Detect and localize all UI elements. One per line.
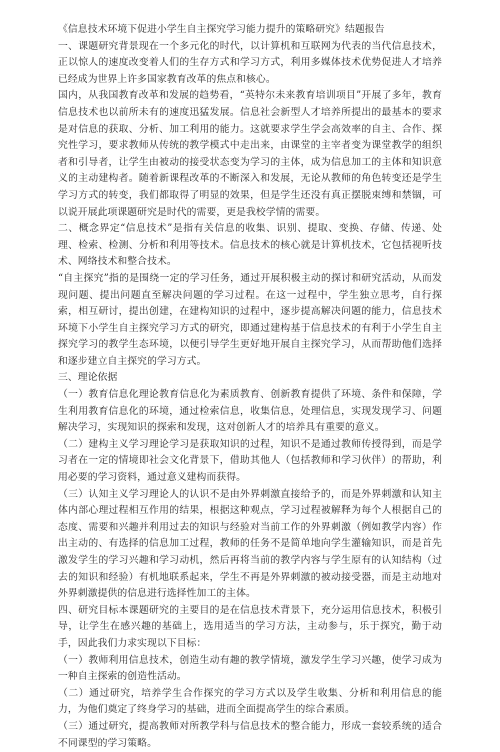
paragraph-self-inquiry: “自主探究”指的是围绕一定的学习任务，通过开展积极主动的探讨和研究活动，从而发现问题、提出问题直至解决问题的学习过程。在这一过程中，学生独立思考，自行探索，相互研讨，提出创建，在建构知识的过程中，逐步提高解决问题的能力，信息技术环境下小学生自主探究学习方式的研究，即通过建构基于信息技术的有利于小学生自主探究学习的教学生态环境，以便引导学生更好地开展自主探究学习，从而帮助他们选择和逐步建立自主探究的学习方式。 (58, 272, 442, 367)
paragraph-domestic: 国内，从我国教育改革和发展的趋势看，“英特尔未来教育培训项目”开展了多年，教育信息技术也以前所未有的速度迅猛发展。信息社会新型人才培养所提出的最基本的要求是对信息的获取、分析、加工利用的能力。这就要求学生学会高效率的自主、合作、探究性学习，要求教师从传统的教学模式中走出来，由课堂的主宰者变为课堂教学的组织者和引导者，让学生由被动的接受状态变为学习的主体，成为信息加工的主体和知识意义的主动建构者。随着新课程改革的不断深入和发展，无论从教师的角色转变还是学生学习方式的转变，我们都取得了明显的效果，但是学生还没有真正摆脱束缚和禁锢，可以说开展此项课题研究是时代的需要，更是我校学情的需要。 (58, 90, 442, 218)
section-definitions: 二、概念界定“信息技术”是指有关信息的收集、识别、提取、变换、存储、传递、处理、检索、检测、分析和利用等技术。信息技术的核心就是计算机技术，它包括视听技术、网络技术和整合技术。 (58, 223, 442, 268)
report-title: 《信息技术环境下促进小学生自主探究学习能力提升的策略研究》结题报告 (58, 24, 385, 35)
theory-item-3: （三）认知主义学习理论人的认识不是由外界刺激直接给予的，而是外界刺激和认知主体内部心理过程相互作用的结果，根据这种观点，学习过程被解释为每个人根据自己的态度、需要和兴趣并利用过去的知识与经验对当前工作的外界刺激（例如教学内容）作出主动的、有选择的信息加工过程，教师的任务不是简单地向学生灌输知识，而是首先激发学生的学习兴趣和学习动机，然后再将当前的教学内容与学生原有的认知结构（过去的知识和经验）有机地联系起来，学生不再是外界刺激的被动接受器，而是主动地对外界刺激提供的信息进行选择性加工的主体。 (58, 488, 442, 600)
goal-item-1: （一）教师利用信息技术，创造生动有趣的教学情境，激发学生学习兴趣，使学习成为一种自主探索的创造性活动。 (58, 654, 442, 683)
section-background: 一、课题研究背景现在一个多元化的时代，以计算机和互联网为代表的当代信息技术，正以惊人的速度改变着人们的生存方式和学习方式，利用多媒体技术优势促进人才培养已经成为世界上许多国家教育改革的焦点和核心。 (58, 40, 442, 85)
theory-item-1: （一）教育信息化理论教育信息化为素质教育、创新教育提供了环境、条件和保障，学生利用教育信息化的环境，通过检索信息，收集信息，处理信息，实现发现学习、问题解决学习，实现知识的探索和发现，这对创新人才的培养具有重要的意义。 (58, 389, 442, 434)
report-page (58, 22, 442, 752)
goal-item-2: （二）通过研究，培养学生合作探究的学习方式以及学生收集、分析和利用信息的能力，为他们奠定了终身学习的基础，进而全面提高学生的综合素质。 (58, 687, 442, 716)
section-theory-heading: 三、理论依据 (58, 372, 118, 384)
theory-item-2: （二）建构主义学习理论学习是获取知识的过程，知识不是通过教师传授得到，而是学习者在一定的情境即社会文化背景下，借助其他人（包括教师和学习伙伴）的帮助，利用必要的学习资料，通过意义建构而获得。 (58, 438, 442, 484)
goal-item-3: （三）通过研究，提高教师对所教学科与信息技术的整合能力，形成一套较系统的适合不同课型的学习策略。 (58, 720, 442, 749)
section-goals: 四、研究目标本课题研究的主要目的是在信息技术背景下，充分运用信息技术，积极引导，让学生在感兴趣的基础上，选用适当的学习方法，主动参与，乐于探究，勤于动手，因此我们力求实现以下目标： (58, 604, 442, 649)
